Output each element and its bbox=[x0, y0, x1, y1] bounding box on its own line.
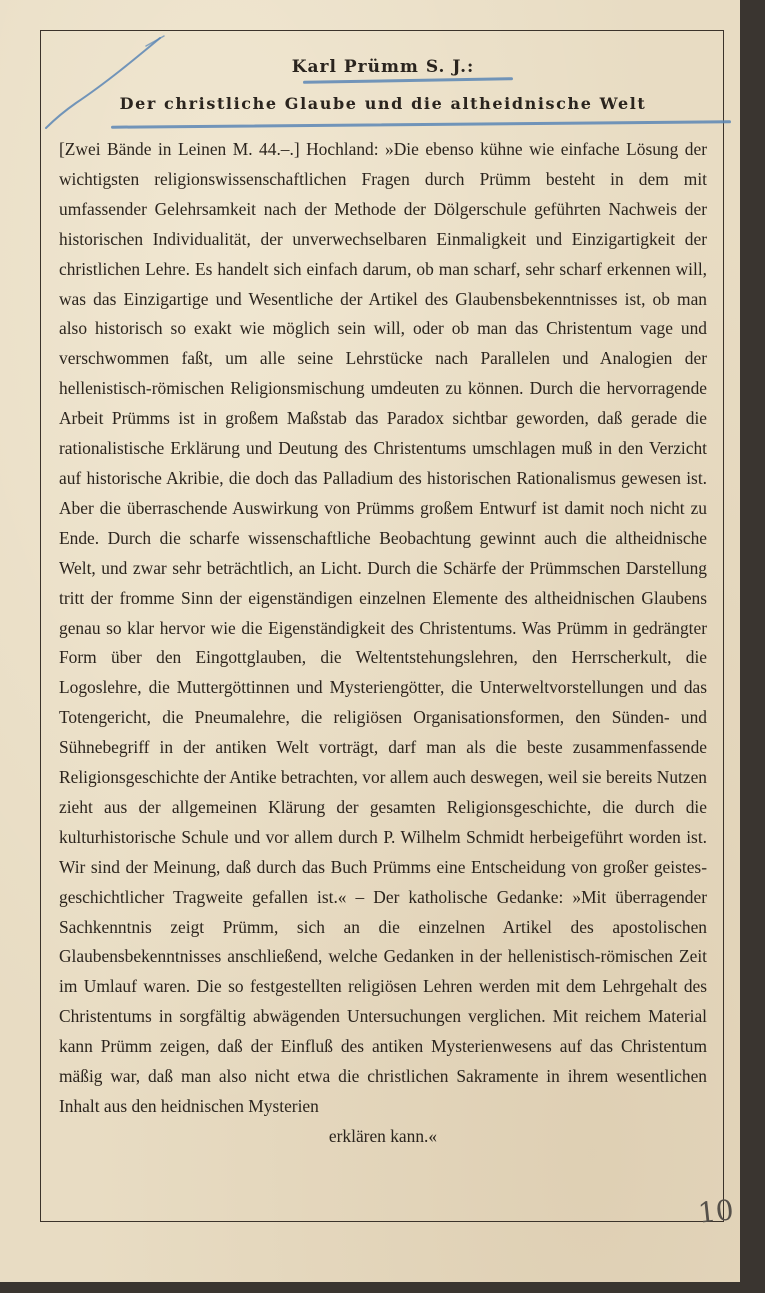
book-title: Der christliche Glaube und die altheidnische Welt bbox=[119, 94, 647, 113]
blue-pencil-underline-title bbox=[111, 120, 731, 128]
blue-pencil-mark bbox=[36, 28, 176, 138]
closing-line: erklären kann.« bbox=[328, 1125, 438, 1146]
handwritten-page-number: 10 bbox=[696, 1193, 736, 1230]
author-heading: Karl Prümm S. J.: bbox=[291, 57, 475, 77]
blue-pencil-underline-author bbox=[303, 77, 513, 84]
page-frame bbox=[40, 30, 724, 1222]
body-paragraph bbox=[59, 135, 707, 1152]
body-text: [Zwei Bände in Leinen M. 44.–.] Hochland: »Die ebenso kühne wie einfache Lösung der wichtigsten religionswissenschaftlichen Fragen durch Prümm besteht in dem mit umfassender Gelehrsamkeit nach der Methode der Dölgerschule geführten Nachweis der historischen Individualität, der unverwechselbaren Einmaligkeit und Einzigartigkeit der christlichen Lehre. Es handelt sich einfach darum, ob man scharf, sehr scharf erkennen will, was das Einzigartige und Wesentliche der Artikel des Glaubensbekenntnisses ist, ob man also historisch so exakt wie möglich sein will, oder ob man das Christentum vage und verschwommen faßt, um alle seine Lehrstücke nach Parallelen und Analogien der hellenistisch-römischen Religionsmischung umdeuten zu können. Durch die hervorragende Arbeit Prümms ist in großem Maßstab das Paradox sichtbar geworden, daß gerade die rationalistische Erklärung und Deutung des Christentums umschlagen muß in den Verzicht auf historische Akribie, die doch das Palladium des historischen Rationalismus gewesen ist. Aber die überraschende Auswirkung von Prümms großem Entwurf ist damit noch nicht zu Ende. Durch die scharfe wissenschaftliche Beobachtung gewinnt auch die altheidnische Welt, und zwar sehr beträchtlich, an Licht. Durch die Schärfe der Prümmschen Darstellung tritt der fromme Sinn der eigenständigen einzelnen Elemente des altheidnischen Glaubens genau so klar hervor wie die Eigenständigkeit des Christentums. Was Prümm in gedrängter Form über den Eingottglauben, die Weltentstehungslehren, den Herrscherkult, die Logoslehre, die Muttergöttinnen und Mysteriengötter, die Unterweltvorstellungen und das Totengericht, die Pneumalehre, die religiösen Organisationsformen, den Sünden- und Sühnebegriff in der antiken Welt vorträgt, darf man als die beste zusammenfassende Religionsgeschichte der Antike betrachten, vor allem auch deswegen, weil sie bereits Nutzen zieht aus der allgemeinen Klärung der gesamten Religionsgeschichte, die durch die kulturhistorische Schule und vor allem durch P. Wilhelm Schmidt herbeigeführt worden ist. Wir sind der Meinung, daß durch das Buch Prümms eine Entscheidung von großer geistesgeschichtlicher Tragweite gefallen ist.« – Der katholische Gedanke: »Mit überragender Sachkenntnis zeigt Prümm, sich an die einzelnen Artikel des apostolischen Glaubensbekenntnisses anschließend, welche Gedanken in der hellenistisch-römischen Zeit im Umlauf waren. Die so festgestellten religiösen Lehren werden mit dem Lehrgehalt des Christentums in sorgfältig abwägenden Untersuchungen verglichen. Mit reichem Material kann Prümm zeigen, daß der Einfluß des antiken Mysterienwesens auf das Christentum mäßig war, daß man also nicht etwa die christlichen Sakramente in ihrem wesentlichen Inhalt aus den heidnischen Mysterien bbox=[59, 139, 707, 1116]
